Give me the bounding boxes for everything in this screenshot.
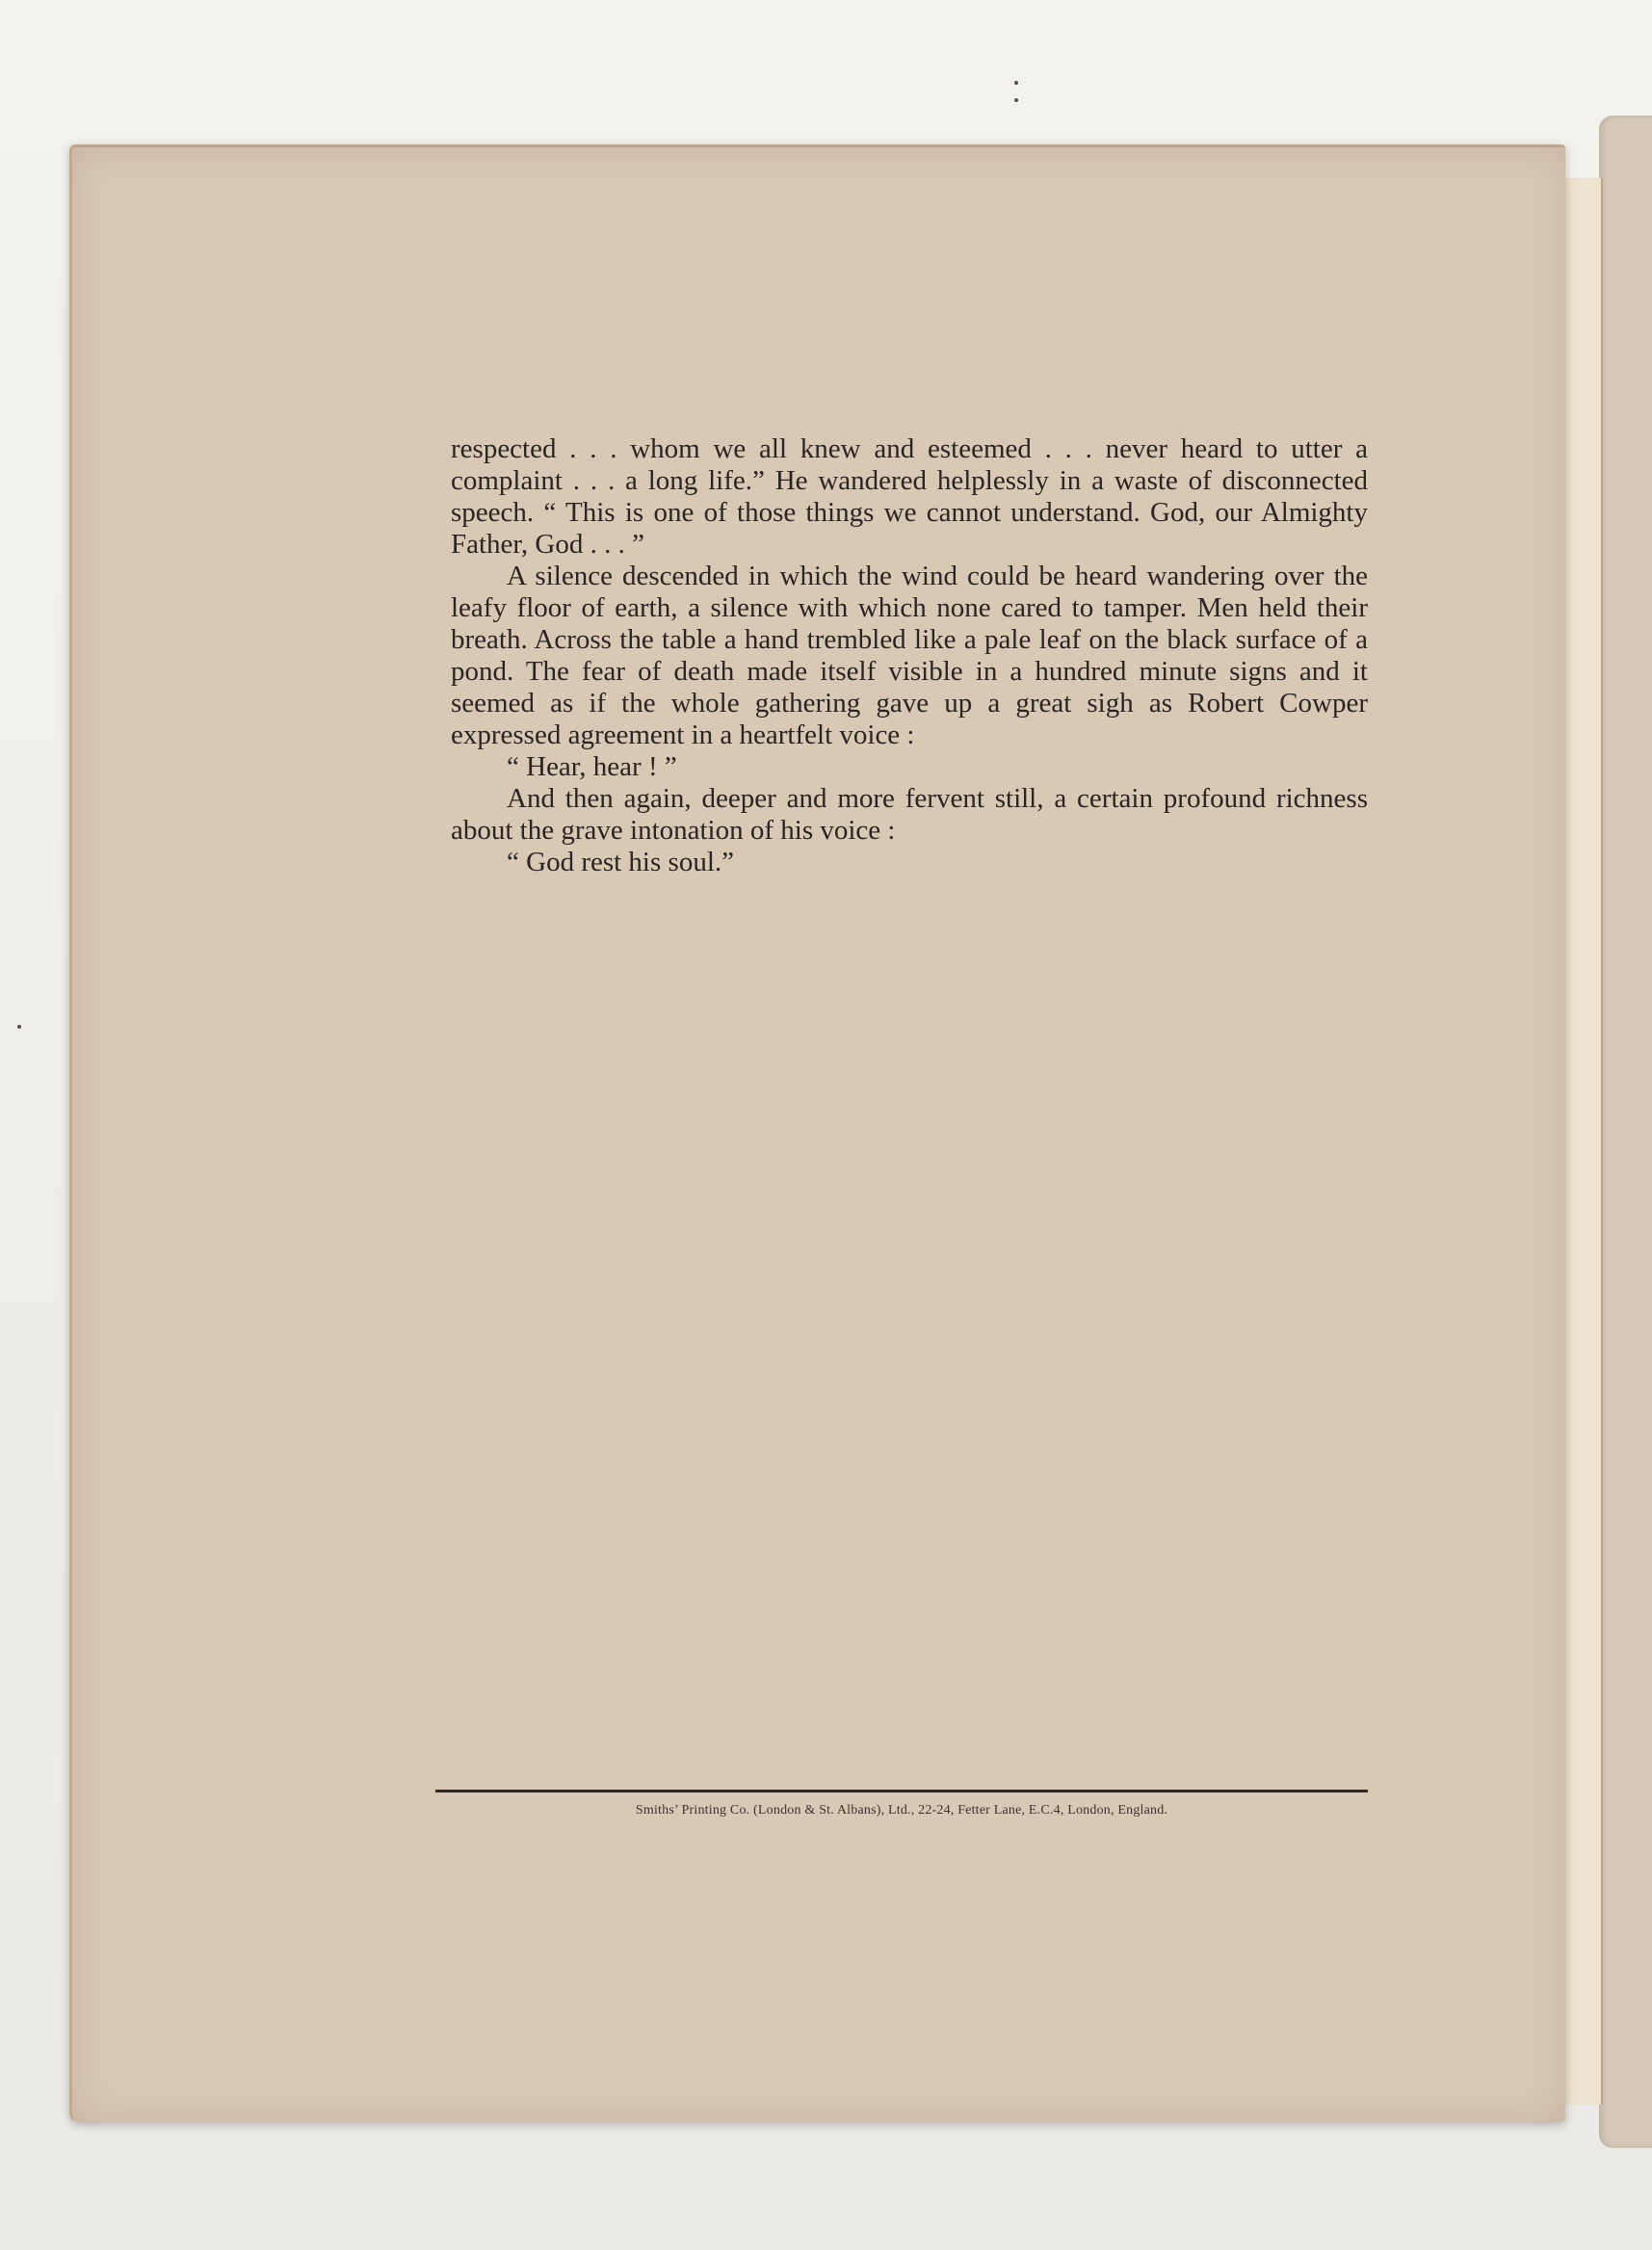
paragraph-2: A silence descended in which the wind could be heard wandering over the leafy floor of earth, a silence with which none cared to tamper. Men held their breath. Across the table a hand trembled like a pale leaf on the black surface of a pond. The fear of death made itself visible in a hundred minute signs and it seemed as if the whole gathering gave up a great sigh as Robert Cowper expressed agreement in a heartfelt voice : — [451, 561, 1368, 750]
paragraph-5: “ God rest his soul.” — [507, 847, 734, 877]
dust-speck — [17, 1025, 21, 1029]
printer-imprint: Smiths’ Printing Co. (London & St. Albans), Ltd., 22-24, Fetter Lane, E.C.4, London, England. — [635, 1803, 1168, 1818]
dust-speck — [1014, 98, 1018, 102]
paragraph-3: “ Hear, hear ! ” — [507, 751, 677, 782]
page-spine-edge — [1560, 178, 1603, 2105]
paragraph-4: And then again, deeper and more fervent still, a certain profound richness about the grave intonation of his voice : — [451, 783, 1368, 846]
imprint-rule — [435, 1790, 1368, 1792]
adjacent-page — [1599, 116, 1652, 2148]
dust-speck — [1014, 81, 1018, 85]
paragraph-1: respected . . . whom we all knew and esteemed . . . never heard to utter a complaint . . . a long life.” He wandered helplessly in a waste of disconnected speech. “ This is one of those things we cannot understand. God, our Almighty Father, God . . . ” — [451, 433, 1368, 560]
body-text — [451, 433, 1368, 878]
